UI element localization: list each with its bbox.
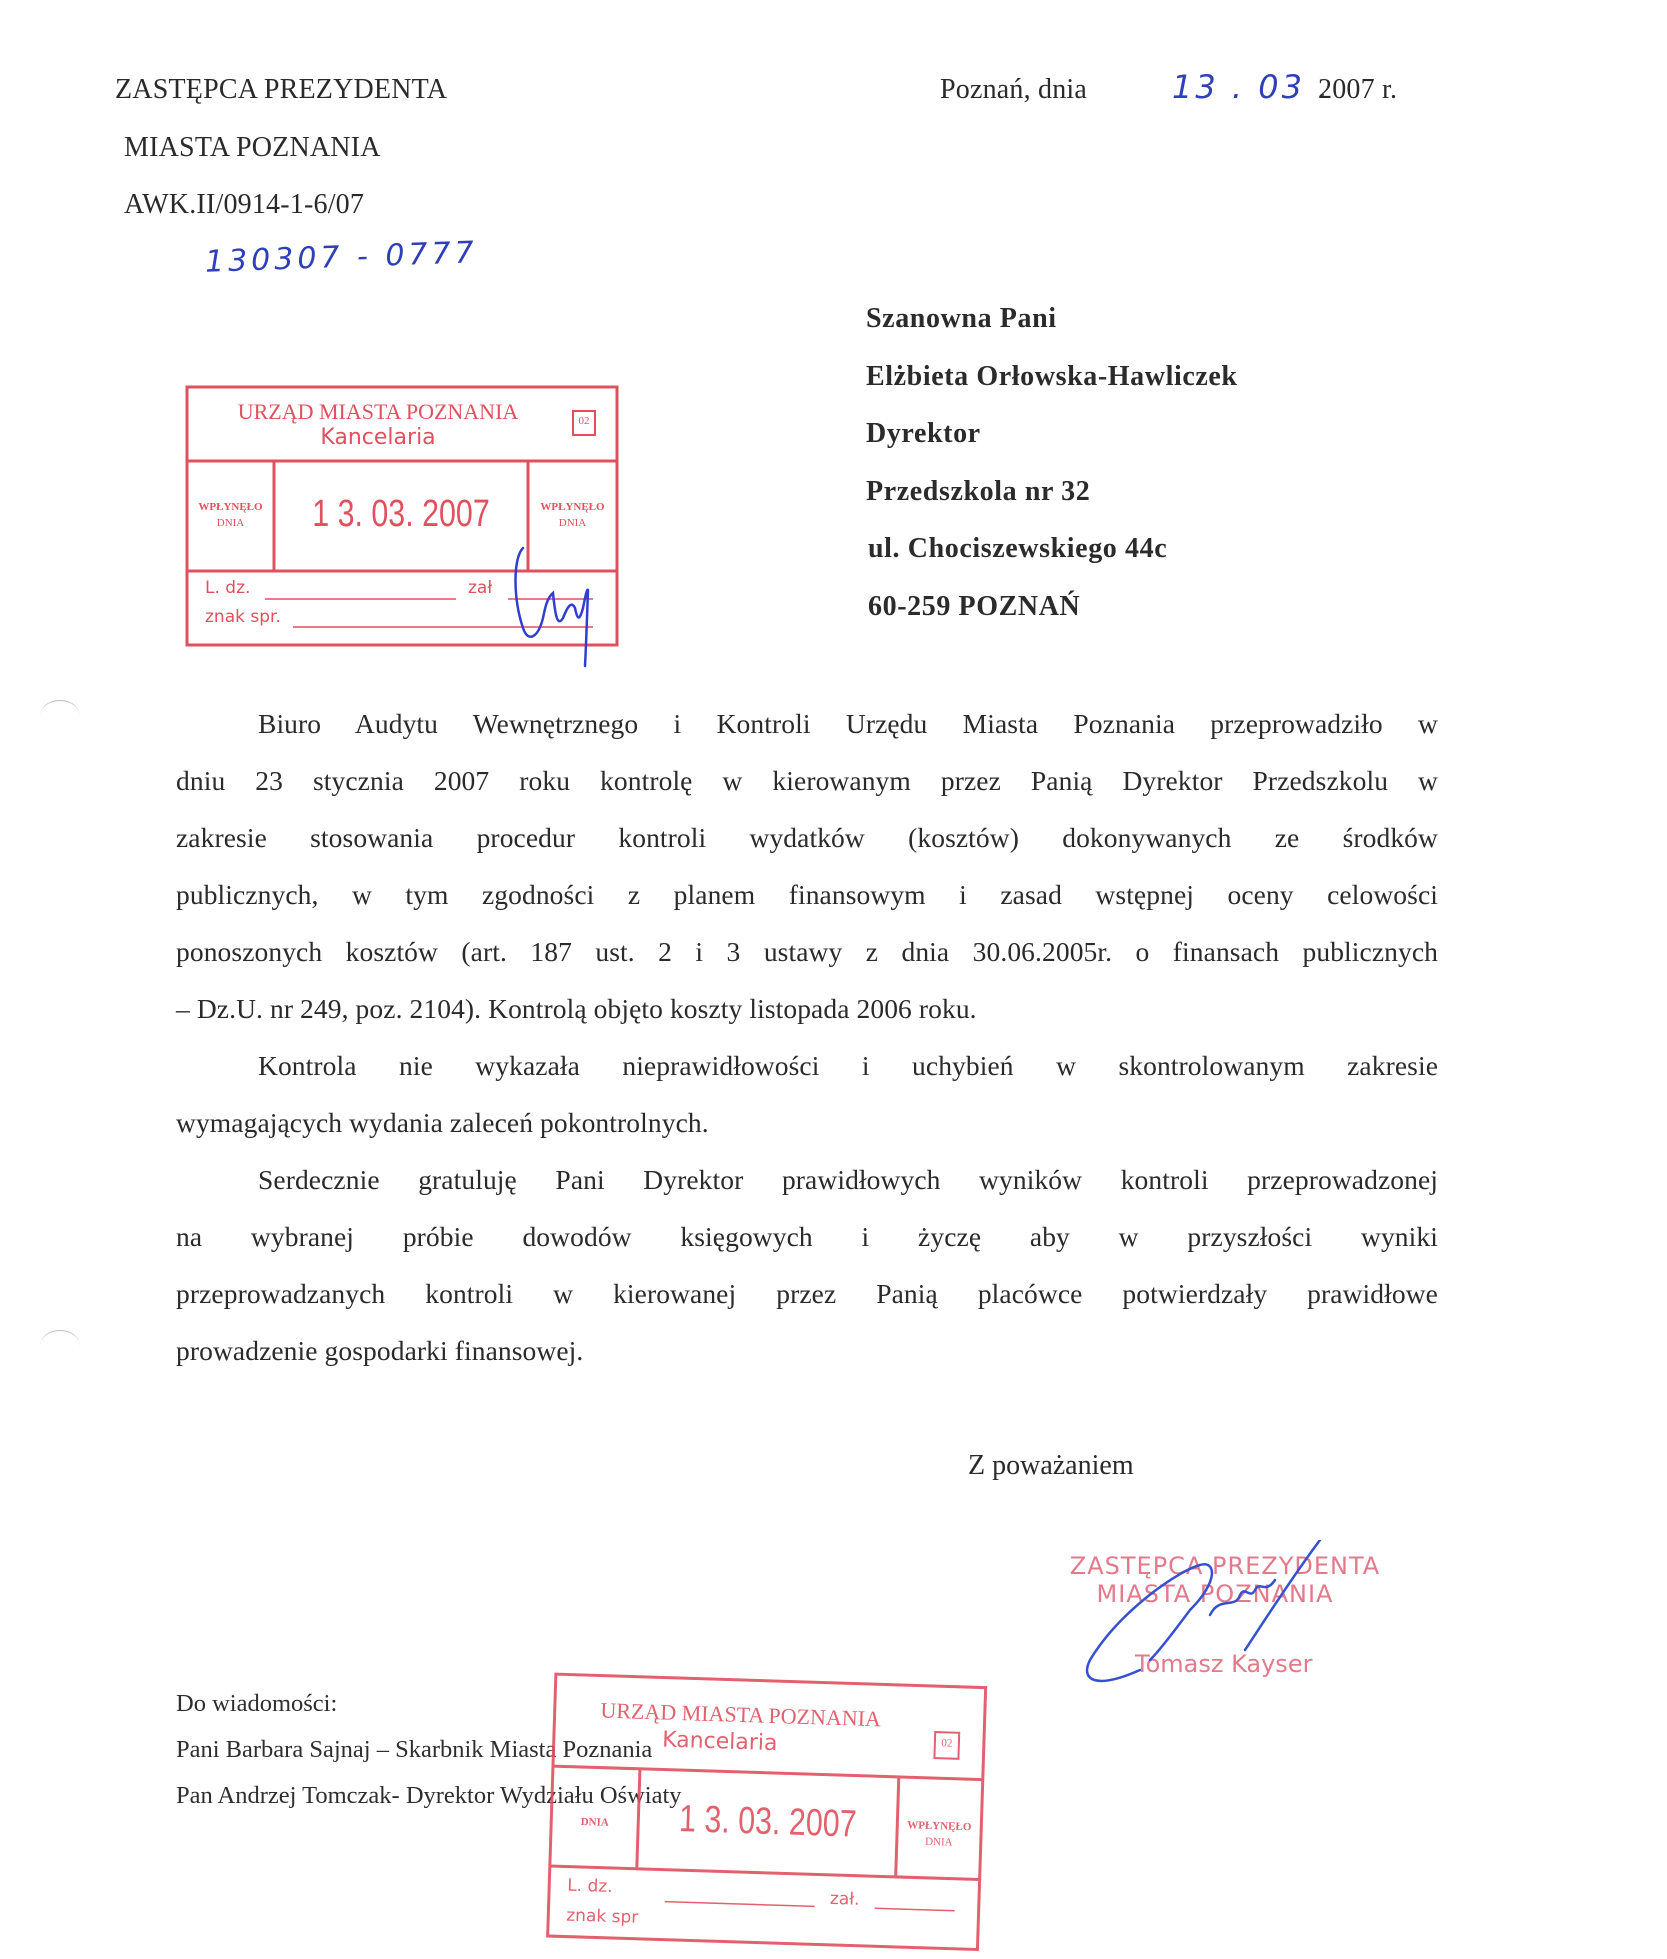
stamp-ldz-label: L. dz. — [205, 578, 251, 598]
stamp-received-date: 1 3. 03. 2007 — [678, 1798, 858, 1846]
body-line: publicznych, w tym zgodności z planem finansowym i zasad wstępnej oceny celowości — [176, 879, 1438, 910]
stamp-zal-label: zał — [468, 578, 493, 598]
stamp-received-label-right: WPŁYNĘŁO — [907, 1819, 972, 1834]
stamp-department: Kancelaria — [320, 425, 436, 450]
addressee-street: ul. Chociszewskiego 44c — [868, 533, 1168, 564]
reference-number: AWK.II/0914-1-6/07 — [124, 189, 365, 220]
handwritten-signature-icon — [1060, 1540, 1390, 1700]
stamp-office-name: URZĄD MIASTA POZNANIA — [237, 399, 519, 424]
stamp-znak-label: znak spr — [565, 1905, 639, 1928]
handwritten-registration-number: 130307 - 0777 — [204, 235, 479, 280]
stamp-received-label-left-2: DNIA — [216, 517, 245, 529]
addressee-institution: Przedszkola nr 32 — [866, 476, 1091, 507]
body-line: wymagających wydania zaleceń pokontrolnych. — [176, 1107, 709, 1138]
stamp-received-date: 1 3. 03. 2007 — [312, 493, 490, 535]
stamp-ldz-label: L. dz. — [566, 1875, 613, 1898]
incoming-stamp-top — [183, 383, 623, 653]
punch-hole-mark — [40, 1330, 80, 1361]
signature-stamp-line2: MIASTA POZNANIA — [1096, 1580, 1334, 1608]
body-line: Kontrola nie wykazała nieprawidłowości i uchybień w skontrolowanym zakresie — [258, 1050, 1438, 1081]
body-line: – Dz.U. nr 249, poz. 2104). Kontrolą objęto koszty listopada 2006 roku. — [176, 993, 977, 1024]
handwritten-date: 13 . 03 . — [1172, 68, 1332, 106]
cc-recipient: Pani Barbara Sajnaj – Skarbnik Miasta Poznania — [176, 1736, 653, 1763]
closing-text: Z poważaniem — [968, 1450, 1134, 1481]
stamp-received-label-left: WPŁYNĘŁO — [198, 501, 263, 513]
body-line: ponoszonych kosztów (art. 187 ust. 2 i 3 ustawy z dnia 30.06.2005r. o finansach publicznych — [176, 936, 1438, 967]
addressee-city: 60-259 POZNAŃ — [868, 591, 1081, 622]
cc-label: Do wiadomości: — [176, 1690, 338, 1717]
stamp-code: 02 — [941, 1737, 953, 1750]
signatory-name: Tomasz Kayser — [1135, 1650, 1313, 1678]
stamp-received-label-right-2: DNIA — [924, 1835, 953, 1849]
signature-stamp — [1060, 1540, 1390, 1700]
stamp-received-label-left: DNIA — [580, 1815, 609, 1829]
punch-hole-mark — [40, 700, 80, 731]
stamp-znak-label: znak spr. — [205, 607, 281, 627]
body-line: prowadzenie gospodarki finansowej. — [176, 1335, 584, 1366]
body-line: na wybranej próbie dowodów księgowych i życzę aby w przyszłości wyniki — [176, 1221, 1438, 1252]
body-line: przeprowadzanych kontroli w kierowanej przez Panią placówce potwierdzały prawidłowe — [176, 1278, 1438, 1309]
handwritten-initials-icon — [483, 538, 613, 668]
body-line: Biuro Audytu Wewnętrznego i Kontroli Urzędu Miasta Poznania przeprowadziło w — [258, 708, 1438, 739]
sender-title-line1: ZASTĘPCA PREZYDENTA — [115, 74, 448, 105]
signature-stamp-line1: ZASTĘPCA PREZYDENTA — [1069, 1552, 1381, 1580]
stamp-received-label-right: WPŁYNĘŁO — [540, 501, 605, 513]
stamp-received-label-right-2: DNIA — [558, 517, 587, 529]
body-line: Serdecznie gratuluję Pani Dyrektor prawidłowych wyników kontroli przeprowadzonej — [258, 1164, 1438, 1195]
body-line: zakresie stosowania procedur kontroli wydatków (kosztów) dokonywanych ze środków — [176, 822, 1438, 853]
incoming-stamp-bottom — [544, 1670, 992, 1954]
stamp-zal-label: zał. — [829, 1888, 860, 1910]
stamp-office-name: URZĄD MIASTA POZNANIA — [600, 1697, 882, 1732]
stamp-code: 02 — [578, 415, 590, 427]
body-line: dniu 23 stycznia 2007 roku kontrolę w kierowanym przez Panią Dyrektor Przedszkolu w — [176, 765, 1438, 796]
addressee-title: Dyrektor — [866, 418, 981, 449]
stamp-department: Kancelaria — [661, 1727, 778, 1757]
date-prefix: Poznań, dnia — [940, 74, 1088, 105]
sender-title-line2: MIASTA POZNANIA — [124, 132, 381, 163]
cc-recipient: Pan Andrzej Tomczak- Dyrektor Wydziału Oświaty — [176, 1782, 682, 1809]
date-year: 2007 r. — [1318, 74, 1398, 105]
addressee-name: Elżbieta Orłowska-Hawliczek — [866, 361, 1238, 392]
addressee-salutation: Szanowna Pani — [866, 303, 1057, 334]
